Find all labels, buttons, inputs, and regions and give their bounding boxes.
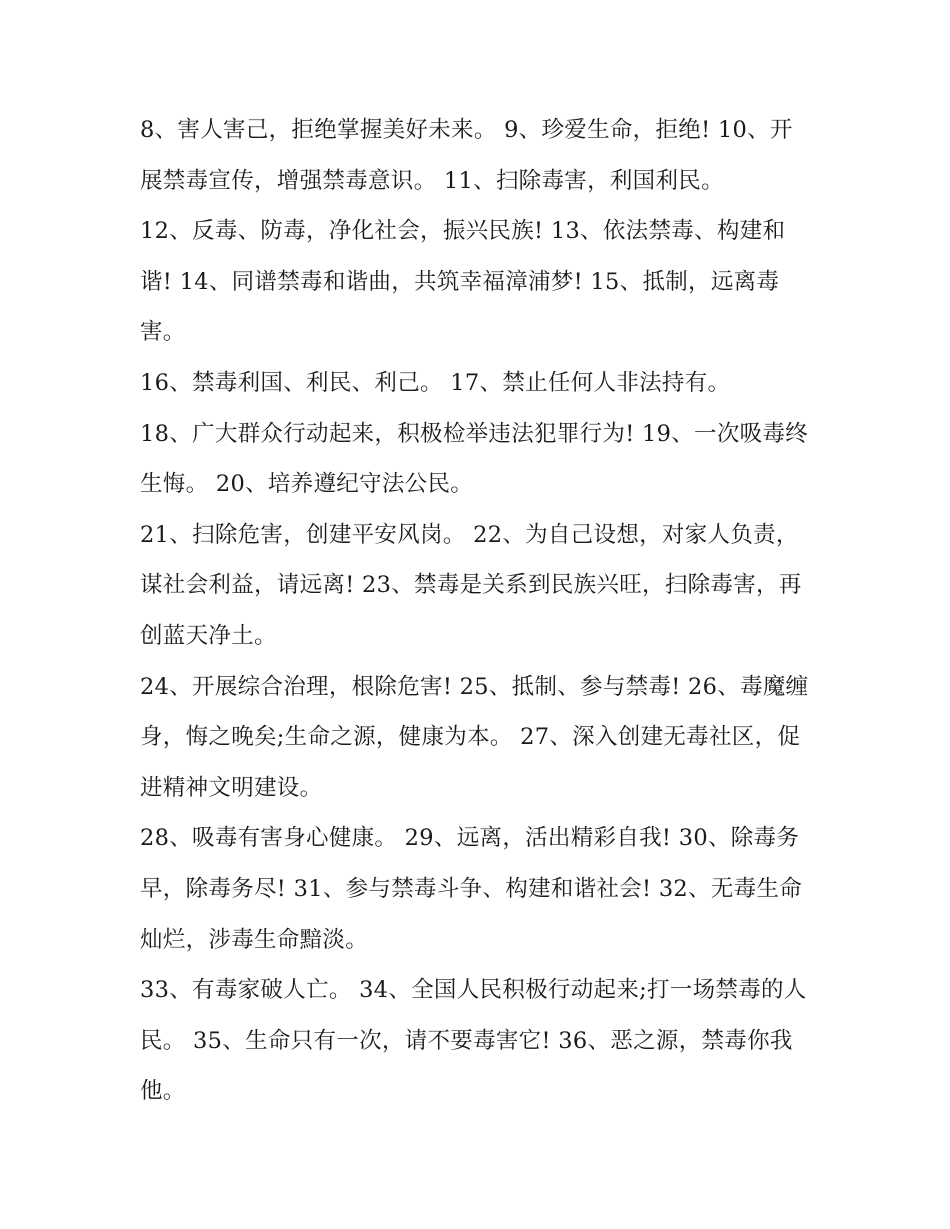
slogan-paragraph-4: 18、广大群众行动起来，积极检举违法犯罪行为! 19、一次吸毒终生悔。 20、培养遵纪守法公民。 — [140, 420, 809, 498]
slogan-paragraph-5: 21、扫除危害，创建平安风岗。 22、为自己设想，对家人负责，谋社会利益，请远离! 23、禁毒是关系到民族兴旺，扫除毒害，再创蓝天净土。 — [140, 521, 802, 649]
slogan-paragraph-7: 28、吸毒有害身心健康。 29、远离，活出精彩自我! 30、除毒务早，除毒务尽! 31、参与禁毒斗争、构建和谐社会! 32、无毒生命灿烂，涉毒生命黯淡。 — [140, 825, 803, 953]
document-page — [140, 105, 812, 1117]
slogan-paragraph-3: 16、禁毒利国、利民、利己。 17、禁止任何人非法持有。 — [140, 369, 731, 396]
slogan-paragraph-6: 24、开展综合治理，根除危害! 25、抵制、参与禁毒! 26、毒魔缠身，悔之晚矣;生命之源，健康为本。 27、深入创建无毒社区，促进精神文明建设。 — [140, 673, 809, 801]
slogan-paragraph-2: 12、反毒、防毒，净化社会，振兴民族! 13、依法禁毒、构建和谐! 14、同谱禁毒和谐曲，共筑幸福漳浦梦! 15、抵制，远离毒害。 — [140, 218, 786, 346]
slogan-paragraph-8: 33、有毒家破人亡。 34、全国人民积极行动起来;打一场禁毒的人民。 35、生命只有一次，请不要毒害它! 36、恶之源，禁毒你我他。 — [140, 977, 807, 1105]
slogan-paragraph-1: 8、害人害己，拒绝掌握美好未来。 9、珍爱生命，拒绝! 10、开展禁毒宣传，增强禁毒意识。 11、扫除毒害，利国利民。 — [140, 117, 793, 194]
